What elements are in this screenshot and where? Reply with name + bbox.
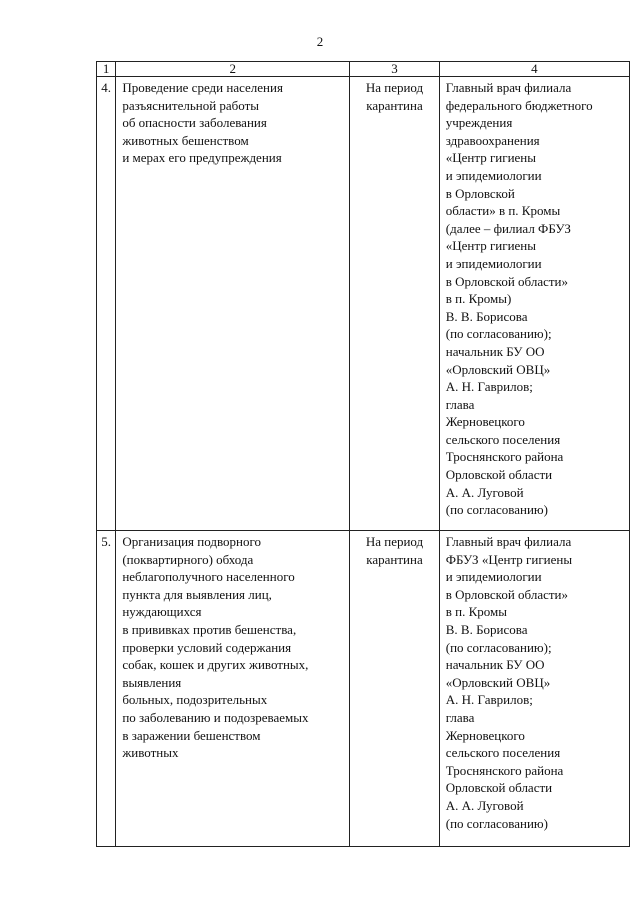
- responsible-cell: [439, 77, 629, 531]
- action-line: животных: [122, 745, 179, 761]
- table-row: [97, 77, 630, 531]
- action-line: Проведение среди населения: [122, 80, 283, 95]
- action-line: (поквартирного) обхода: [122, 551, 254, 567]
- action-line: проверки условий содержания: [122, 639, 292, 655]
- responsible-line: Троснянского района: [445, 449, 564, 465]
- action-line: в заражении бешенством: [122, 727, 261, 743]
- responsible-line: и эпидемиологии: [445, 255, 542, 271]
- responsible-line: А. Н. Гаврилов;: [445, 379, 533, 395]
- responsible-line: Орловской области: [445, 780, 553, 796]
- action-line: пункта для выявления лиц,: [122, 586, 272, 602]
- action-line: нуждающихся: [122, 604, 202, 620]
- action-cell: [116, 77, 350, 531]
- responsible-line: и эпидемиологии: [445, 167, 542, 183]
- responsible-line: в Орловской: [445, 185, 515, 201]
- period-line: карантина: [366, 97, 423, 113]
- table-header-row: [97, 62, 630, 77]
- period-cell: [350, 531, 440, 847]
- responsible-line: А. А. Луговой: [445, 484, 524, 500]
- page-number: 2: [316, 34, 324, 49]
- responsible-line: «Центр гигиены: [445, 150, 536, 166]
- responsible-line: ФБУЗ «Центр гигиены: [445, 551, 573, 567]
- action-line: животных бешенством: [122, 132, 249, 148]
- column-header: 2: [116, 62, 350, 77]
- responsible-line: здравоохранения: [445, 132, 540, 148]
- responsible-line: начальник БУ ОО: [445, 343, 545, 359]
- responsible-line: в Орловской области»: [445, 273, 568, 289]
- responsible-line: и эпидемиологии: [445, 569, 542, 585]
- responsible-line: глава: [445, 709, 475, 725]
- responsible-line: в Орловской области»: [445, 586, 568, 602]
- responsible-line: в п. Кромы): [445, 291, 512, 307]
- row-number: 5.: [97, 531, 116, 847]
- responsible-line: (далее – филиал ФБУЗ: [445, 220, 571, 236]
- responsible-line: сельского поселения: [445, 431, 561, 447]
- column-header: 1: [97, 62, 116, 77]
- period-line: На период: [365, 80, 424, 95]
- action-cell: [116, 531, 350, 847]
- period-cell: [350, 77, 440, 531]
- column-header: 3: [350, 62, 440, 77]
- responsible-line: в п. Кромы: [445, 604, 507, 620]
- table-row: [97, 531, 630, 847]
- responsible-line: В. В. Борисова: [445, 308, 528, 324]
- responsible-line: А. А. Луговой: [445, 797, 524, 813]
- responsible-line: сельского поселения: [445, 745, 561, 761]
- responsible-line: федерального бюджетного: [445, 97, 593, 113]
- row-number: 4.: [97, 77, 116, 531]
- responsible-line: «Орловский ОВЦ»: [445, 674, 551, 690]
- responsible-cell: [439, 531, 629, 847]
- action-line: больных, подозрительных: [122, 692, 268, 708]
- responsible-line: учреждения: [445, 115, 513, 131]
- action-line: выявления: [122, 674, 182, 690]
- responsible-line: Жерновецкого: [445, 414, 525, 430]
- period-line: На период: [365, 534, 424, 549]
- action-line: по заболеванию и подозреваемых: [122, 709, 309, 725]
- responsible-line: (по согласованию);: [445, 639, 552, 655]
- responsible-line: В. В. Борисова: [445, 621, 528, 637]
- responsible-line: «Центр гигиены: [445, 238, 536, 254]
- action-line: разъяснительной работы: [122, 97, 260, 113]
- action-line: Организация подворного: [122, 534, 261, 549]
- responsible-line: Главный врач филиала: [445, 80, 572, 95]
- responsible-line: Троснянского района: [445, 762, 564, 778]
- responsible-line: Орловской области: [445, 467, 553, 483]
- responsible-line: (по согласованию);: [445, 326, 552, 342]
- action-line: в прививках против бешенства,: [122, 621, 297, 637]
- responsible-line: (по согласованию): [445, 502, 548, 518]
- column-header: 4: [439, 62, 629, 77]
- action-line: об опасности заболевания: [122, 115, 267, 131]
- measures-table: [96, 61, 630, 847]
- action-line: и мерах его предупреждения: [122, 150, 282, 166]
- responsible-line: Главный врач филиала: [445, 534, 572, 549]
- responsible-line: глава: [445, 396, 475, 412]
- responsible-line: начальник БУ ОО: [445, 657, 545, 673]
- responsible-line: Жерновецкого: [445, 727, 525, 743]
- responsible-line: А. Н. Гаврилов;: [445, 692, 533, 708]
- period-line: карантина: [366, 551, 423, 567]
- responsible-line: (по согласованию): [445, 815, 548, 831]
- responsible-line: области» в п. Кромы: [445, 203, 561, 219]
- responsible-line: «Орловский ОВЦ»: [445, 361, 551, 377]
- action-line: неблагополучного населенного: [122, 569, 295, 585]
- action-line: собак, кошек и других животных,: [122, 657, 309, 673]
